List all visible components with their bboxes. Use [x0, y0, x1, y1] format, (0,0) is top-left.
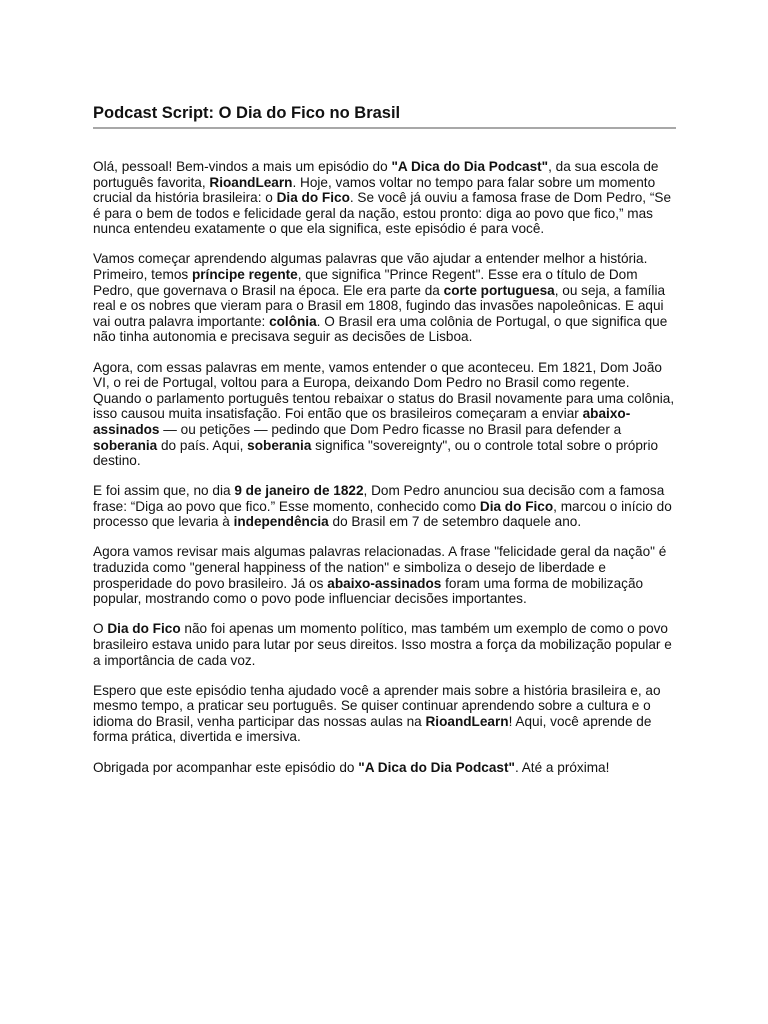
paragraph-text: . Até a próxima! [514, 759, 610, 775]
bold-term: colônia [269, 313, 317, 329]
bold-term: soberania [247, 437, 312, 453]
paragraph-7 [93, 683, 676, 745]
bold-term: abaixo-assinados [327, 575, 442, 591]
paragraph-4 [93, 483, 676, 530]
document-title: Podcast Script: O Dia do Fico no Brasil [93, 104, 401, 122]
paragraph-text: Agora, com essas palavras em mente, vamos entender o que aconteceu. Em 1821, Dom João VI, o rei de Portugal, voltou para a Europa, deixando Dom Pedro no Brasil como regente. Quando o parlamento português tentou rebaixar o status do Brasil novamente para uma colônia, isso causou muita insatisfação. Foi então que os brasileiros começaram a enviar [93, 359, 675, 422]
paragraph-6 [93, 621, 676, 668]
paragraph-text: . Hoje, vamos voltar no tempo para falar sobre um momento crucial da história brasileira: o [93, 174, 656, 206]
paragraph-text: do Brasil em 7 de setembro daquele ano. [328, 514, 582, 530]
paragraph-2 [93, 251, 676, 345]
paragraph-text: Espero que este episódio tenha ajudado você a aprender mais sobre a história brasileira e, ao mesmo tempo, a praticar seu português. Se quiser continuar aprendendo sobre a cultura e o idioma do Brasil, venha participar das nossas aulas na [93, 682, 661, 729]
paragraph-1 [93, 159, 676, 237]
bold-term: RioandLearn [425, 713, 509, 729]
paragraph-text: O [93, 621, 108, 637]
paragraph-text: — ou petições — pedindo que Dom Pedro ficasse no Brasil para defender a [159, 421, 622, 437]
bold-term: Dia do Fico [479, 498, 554, 514]
paragraph-text: . O Brasil era uma colônia de Portugal, o que significa que não tinha autonomia e precisava seguir as decisões de Lisboa. [93, 313, 668, 345]
bold-term: soberania [93, 437, 158, 453]
paragraph-text: , da sua escola de português favorita, [93, 159, 659, 190]
bold-term: "A Dica do Dia Podcast" [358, 759, 515, 775]
paragraph-text: do país. Aqui, [157, 437, 248, 453]
paragraph-5 [93, 544, 676, 606]
bold-term: independência [233, 514, 329, 530]
paragraph-text: Obrigada por acompanhar este episódio do [93, 759, 359, 775]
paragraph-text: , que significa "Prince Regent". Esse era o título de Dom Pedro, que governava o Brasil na época. Ele era parte da [93, 267, 638, 298]
paragraph-text: Agora vamos revisar mais algumas palavras relacionadas. A frase "felicidade geral da nação" é traduzida como "general happiness of the nation" e simboliza o desejo de liberdade e prosperidade do povo brasileiro. Já os [93, 544, 667, 591]
paragraph-text: E foi assim que, no dia [93, 483, 235, 499]
bold-term: RioandLearn [209, 174, 293, 190]
paragraph-text: , marcou o início do processo que levaria à [93, 498, 672, 530]
bold-term: Dia do Fico [107, 621, 181, 637]
paragraph-text: não foi apenas um momento político, mas também um exemplo de como o povo brasileiro estava unido para lutar por seus direitos. Isso mostra a força da mobilização popular e a importância de cada voz. [93, 621, 672, 668]
paragraph-text: , ou seja, a família real e os nobres que vieram para o Brasil em 1808, fugindo das invasões napoleônicas. E aqui vai outra palavra importante: [93, 282, 666, 329]
bold-term: abaixo-assinados [93, 406, 631, 437]
paragraph-3 [93, 360, 676, 469]
paragraph-text: , Dom Pedro anunciou sua decisão com a famosa frase: “Diga ao povo que fico.” Esse momento, conhecido como [93, 483, 665, 514]
title-divider [93, 127, 676, 129]
paragraph-text: . Se você já ouviu a famosa frase de Dom Pedro, “Se é para o bem de todos e felicidade geral da nação, estou pronto: diga ao povo que fico,” mas nunca entendeu exatamente o que ela significa, este episódio é para você. [93, 190, 672, 237]
paragraph-text: foram uma forma de mobilização popular, mostrando como o povo pode influenciar decisões importantes. [93, 575, 644, 607]
paragraph-text: ! Aqui, você aprende de forma prática, divertida e imersiva. [93, 713, 652, 745]
document-body [93, 159, 676, 790]
paragraph-8 [93, 760, 676, 776]
bold-term: "A Dica do Dia Podcast" [391, 159, 549, 174]
bold-term: 9 de janeiro de 1822 [234, 483, 364, 499]
paragraph-text: Olá, pessoal! Bem-vindos a mais um episódio do [93, 159, 392, 174]
bold-term: corte portuguesa [443, 282, 555, 298]
paragraph-text: Vamos começar aprendendo algumas palavras que vão ajudar a entender melhor a história. Primeiro, temos [93, 251, 648, 283]
bold-term: príncipe regente [191, 267, 298, 283]
paragraph-text: significa "sovereignty", ou o controle total sobre o próprio destino. [93, 437, 659, 469]
bold-term: Dia do Fico [276, 190, 350, 206]
